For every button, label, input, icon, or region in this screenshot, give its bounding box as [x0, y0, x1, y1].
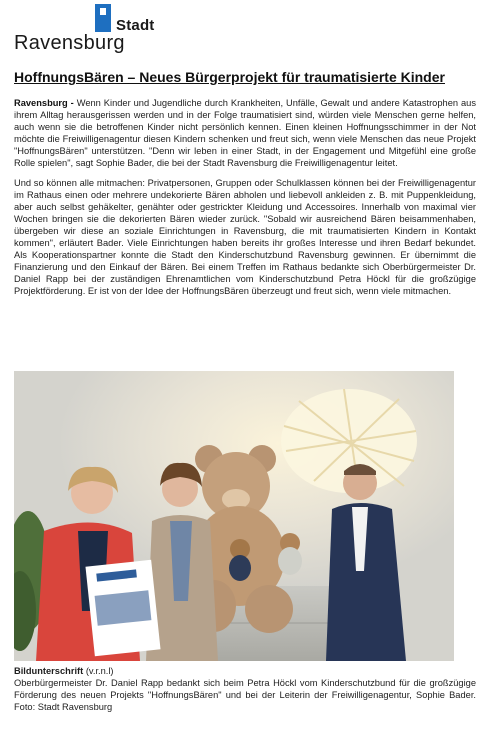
tower-logo-icon: [95, 4, 111, 32]
caption-order: (v.r.n.l): [85, 666, 114, 676]
press-photo: [14, 371, 454, 661]
photo-caption: [14, 666, 476, 714]
dateline: Ravensburg -: [14, 98, 74, 108]
article-headline: HoffnungsBären – Neues Bürgerprojekt für traumatisierte Kinder: [14, 69, 445, 85]
paragraph-1-text: Wenn Kinder und Jugendliche durch Krankheiten, Unfälle, Gewalt und andere Katastrophen aus ihrem Alltag herausgerissen werden und in der Folge traumatisiert sind, würden viele Menschen gerne helfen, auch wenn sie die betroffenen Kinder nicht persönlich kennen. Einen kleinen Hoffnungsschimmer in der Not möchte die Freiwilligenagentur diesen Kindern schenken und freut sich, wenn viele Menschen das neue Projekt "HoffnungsBären" unterstützen. "Denn wir leben in einer Stadt, in der Engagement und Mitgefühl eine große Rolle spielen", sagt Sophie Bader, die bei der Stadt Ravensburg die Freiwilligenagentur leitet.: [14, 98, 476, 168]
caption-text: Oberbürgermeister Dr. Daniel Rapp bedankt sich beim Petra Höckl vom Kinderschutzbund für die großzügige Förderung des neuen Projekts "HoffnungsBären" und bei der Leiterin der Freiwilligenagentur, Sophie Bader. Foto: Stadt Ravensburg: [14, 677, 476, 712]
photo-illustration: [14, 371, 454, 661]
article-paragraph-2: Und so können alle mitmachen: Privatpersonen, Gruppen oder Schulklassen können bei der Freiwilligenagentur im Rathaus einen oder mehrere undekorierte Bären abholen und liebevoll ankleiden z. B. mit Puppenkleidung, aber auch selbst gehäkelter, genähter oder gestrickter Kleidung und Accessoires. Innerhalb von maximal vier Wochen bringen sie die dekorierten Bären wieder zurück. "Sobald wir ausreichend Bären beisammenhaben, übergeben wir diese an soziale Einrichtungen in Ravensburg, die mit traumatisierten Kindern in Kontakt kommen", erläutert Bader. Viele Einrichtungen haben bereits ihr großes Interesse und ihren Bedarf bekundet. Als Kooperationspartner konnte die Stadt den Kinderschutzbund Ravensburg gewinnen. Er übernimmt die Finanzierung und den Einkauf der Bären. Bei einem Treffen im Rathaus bedankte sich Oberbürgermeister Dr. Daniel Rapp bei der zuständigen Ehrenamtlichen vom Kinderschutzbund Petra Höckl für die großzügige Projektförderung. Er ist von der Idee der HoffnungsBären überzeugt und freut sich, wenn viele mitmachen.: [14, 178, 476, 296]
article-paragraph-1: [14, 98, 476, 169]
project-poster: [85, 560, 160, 656]
caption-heading: [14, 666, 476, 678]
article-body: [14, 98, 476, 307]
city-logo: [14, 4, 174, 56]
caption-label: Bildunterschrift: [14, 666, 84, 676]
logo-stadt-text: Stadt: [116, 17, 155, 34]
logo-city-text: Ravensburg: [14, 32, 125, 54]
